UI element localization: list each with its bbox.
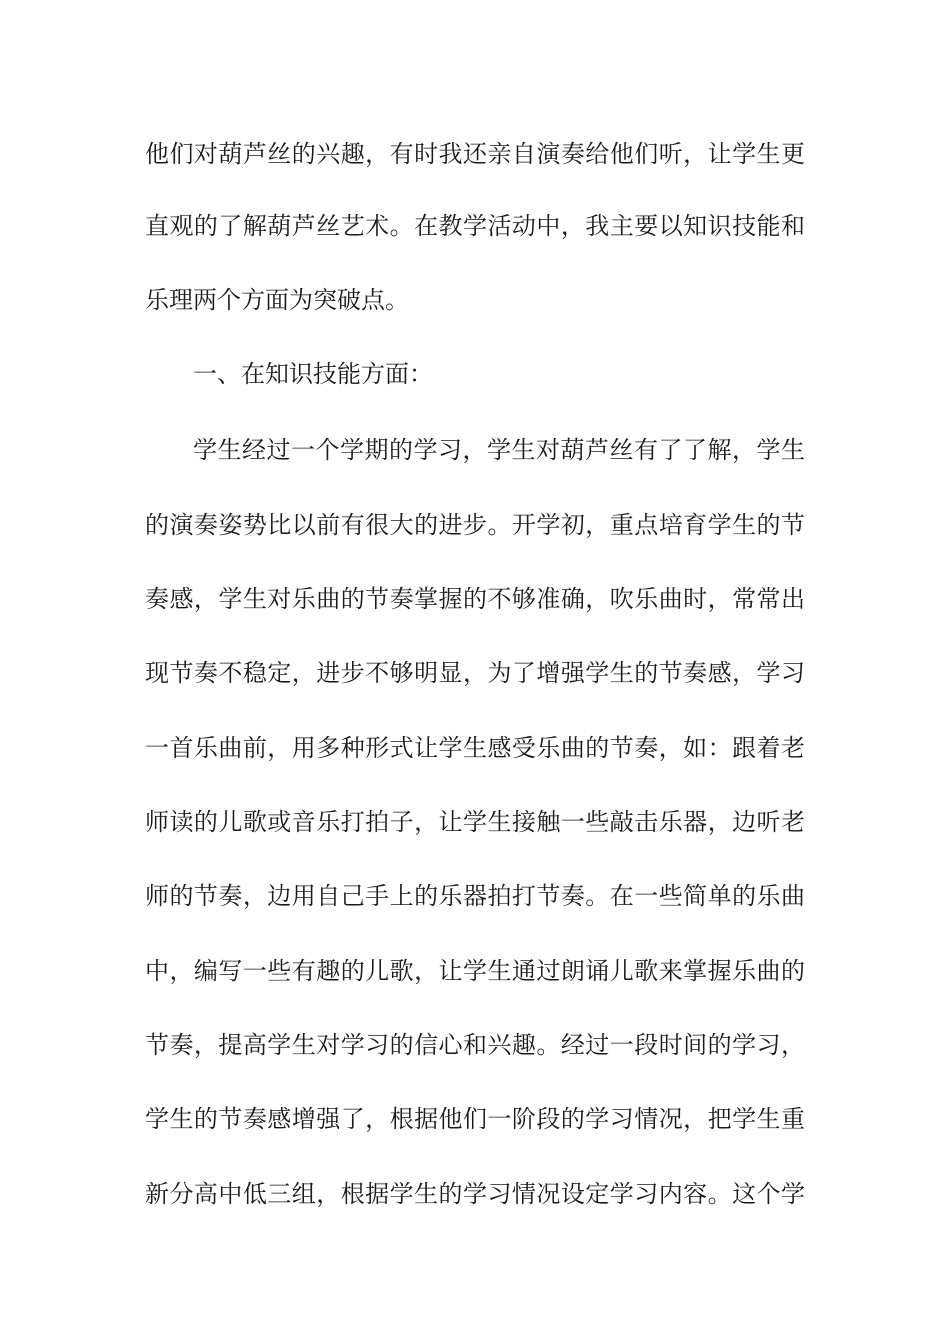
text-line: 学生的节奏感增强了，根据他们一阶段的学习情况，把学生重	[145, 1105, 805, 1133]
text-line: 师的节奏，边用自己手上的乐器拍打节奏。在一些简单的乐曲	[145, 882, 805, 910]
text-line: 中，编写一些有趣的儿歌，让学生通过朗诵儿歌来掌握乐曲的	[145, 957, 805, 985]
text-line: 乐理两个方面为突破点。	[145, 286, 409, 314]
text-line: 现节奏不稳定，进步不够明显，为了增强学生的节奏感，学习	[145, 659, 805, 687]
section-heading: 一、在知识技能方面：	[193, 360, 433, 388]
text-line: 他们对葫芦丝的兴趣，有时我还亲自演奏给他们听，让学生更	[145, 140, 805, 168]
text-line: 直观的了解葫芦丝艺术。在教学活动中，我主要以知识技能和	[145, 212, 805, 240]
text-line: 的演奏姿势比以前有很大的进步。开学初，重点培育学生的节	[145, 511, 805, 539]
text-line: 新分高中低三组，根据学生的学习情况设定学习内容。这个学	[145, 1180, 805, 1208]
text-line: 一首乐曲前，用多种形式让学生感受乐曲的节奏，如：跟着老	[145, 734, 805, 762]
text-line: 师读的儿歌或音乐打拍子，让学生接触一些敲击乐器，边听老	[145, 808, 805, 836]
text-line: 节奏，提高学生对学习的信心和兴趣。经过一段时间的学习，	[145, 1031, 805, 1059]
paragraph-first-line: 学生经过一个学期的学习，学生对葫芦丝有了了解，学生	[193, 436, 805, 464]
text-line: 奏感，学生对乐曲的节奏掌握的不够准确，吹乐曲时，常常出	[145, 585, 805, 613]
